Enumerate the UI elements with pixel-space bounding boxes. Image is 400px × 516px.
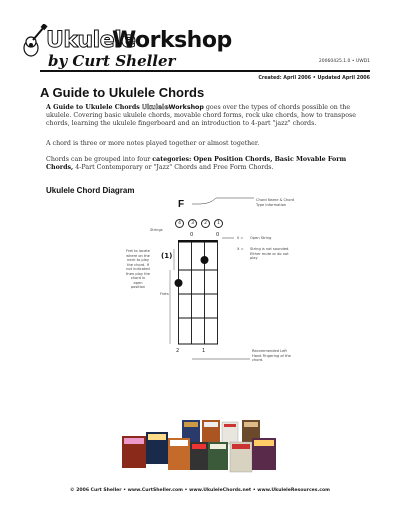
- fingering-string-2: 1: [202, 348, 206, 354]
- fret-position: (1): [161, 252, 173, 260]
- book-covers-image: [120, 418, 280, 476]
- categories-rest: 4-Part Contemporary or "Jazz" Chords and Free Form Chords.: [73, 164, 274, 171]
- chord-fretboard: [150, 194, 260, 364]
- diagram-subtitle: Ukulele Chord Diagram: [46, 186, 135, 195]
- categories-paragraph: [46, 156, 372, 172]
- logo-workshop-text: Workshop: [112, 28, 232, 53]
- intro-lead: A Guide to Ukulele Chords: [46, 104, 140, 111]
- string-number-3: 3: [188, 219, 197, 228]
- open-legend: Open String: [250, 236, 272, 240]
- string-number-2: 2: [201, 219, 210, 228]
- header-divider: [40, 70, 370, 72]
- open-legend-symbol: 0 =: [237, 236, 244, 240]
- fret-position-label: Fret to locate where on the neck to play the chord. If not indicated then play the chord in open position: [126, 249, 150, 289]
- intro-paragraph: [46, 104, 372, 128]
- categories-pre: Chords can be grouped into four: [46, 156, 153, 163]
- footer-copyright: © 2006 Curt Sheller • www.CurtSheller.com • www.UkuleleChords.net • www.UkuleleResources.com: [70, 488, 330, 493]
- page-title: A Guide to Ukulele Chords: [40, 85, 205, 100]
- chord-name: F: [178, 199, 185, 210]
- document-id: 20060425.1.0 • UWD1: [318, 59, 370, 64]
- frets-label: Frets: [160, 292, 169, 296]
- chord-definition: A chord is three or more notes played together or almost together.: [46, 140, 260, 147]
- categories-list: Open Position Chords, Basic Movable Form Chords,: [46, 156, 347, 171]
- intro-text: goes over the types of chords possible on the ukulele. Covering basic ukulele chords, movable chord forms, rock uke chords, how to transpose chords, learning the ukulele fingerboard and an introduction to 4-part "jazz" chords.: [46, 104, 356, 127]
- x-legend: String is not sounded. Either mute or do not play: [250, 247, 290, 260]
- finger-dot-string-4: [175, 279, 183, 287]
- created-date: Created: April 2006 • Updated April 2006: [258, 76, 370, 81]
- intro-brand-ukulele: Ukulele: [141, 104, 169, 111]
- string-number-4: 4: [175, 219, 184, 228]
- intro-brand-workshop: Workshop: [168, 104, 204, 111]
- finger-dot-string-2: [201, 256, 209, 264]
- fingering-label: Recommended Left Hand Fingering of the chord.: [252, 349, 291, 362]
- open-marker-3: 0: [190, 232, 194, 238]
- logo-ukulele-text: Ukulele: [46, 28, 136, 53]
- logo-byline: by Curt Sheller: [48, 52, 176, 70]
- string-number-1: 1: [214, 219, 223, 228]
- chord-name-label: Chord Name & Chord Type Information: [256, 198, 295, 207]
- logo-ukulele-icon: [22, 24, 48, 58]
- x-legend-symbol: X =: [237, 247, 244, 251]
- fingering-string-4: 2: [176, 348, 180, 354]
- open-marker-1: 0: [216, 232, 220, 238]
- strings-label: Strings: [150, 228, 163, 232]
- categories-label: categories:: [152, 156, 192, 163]
